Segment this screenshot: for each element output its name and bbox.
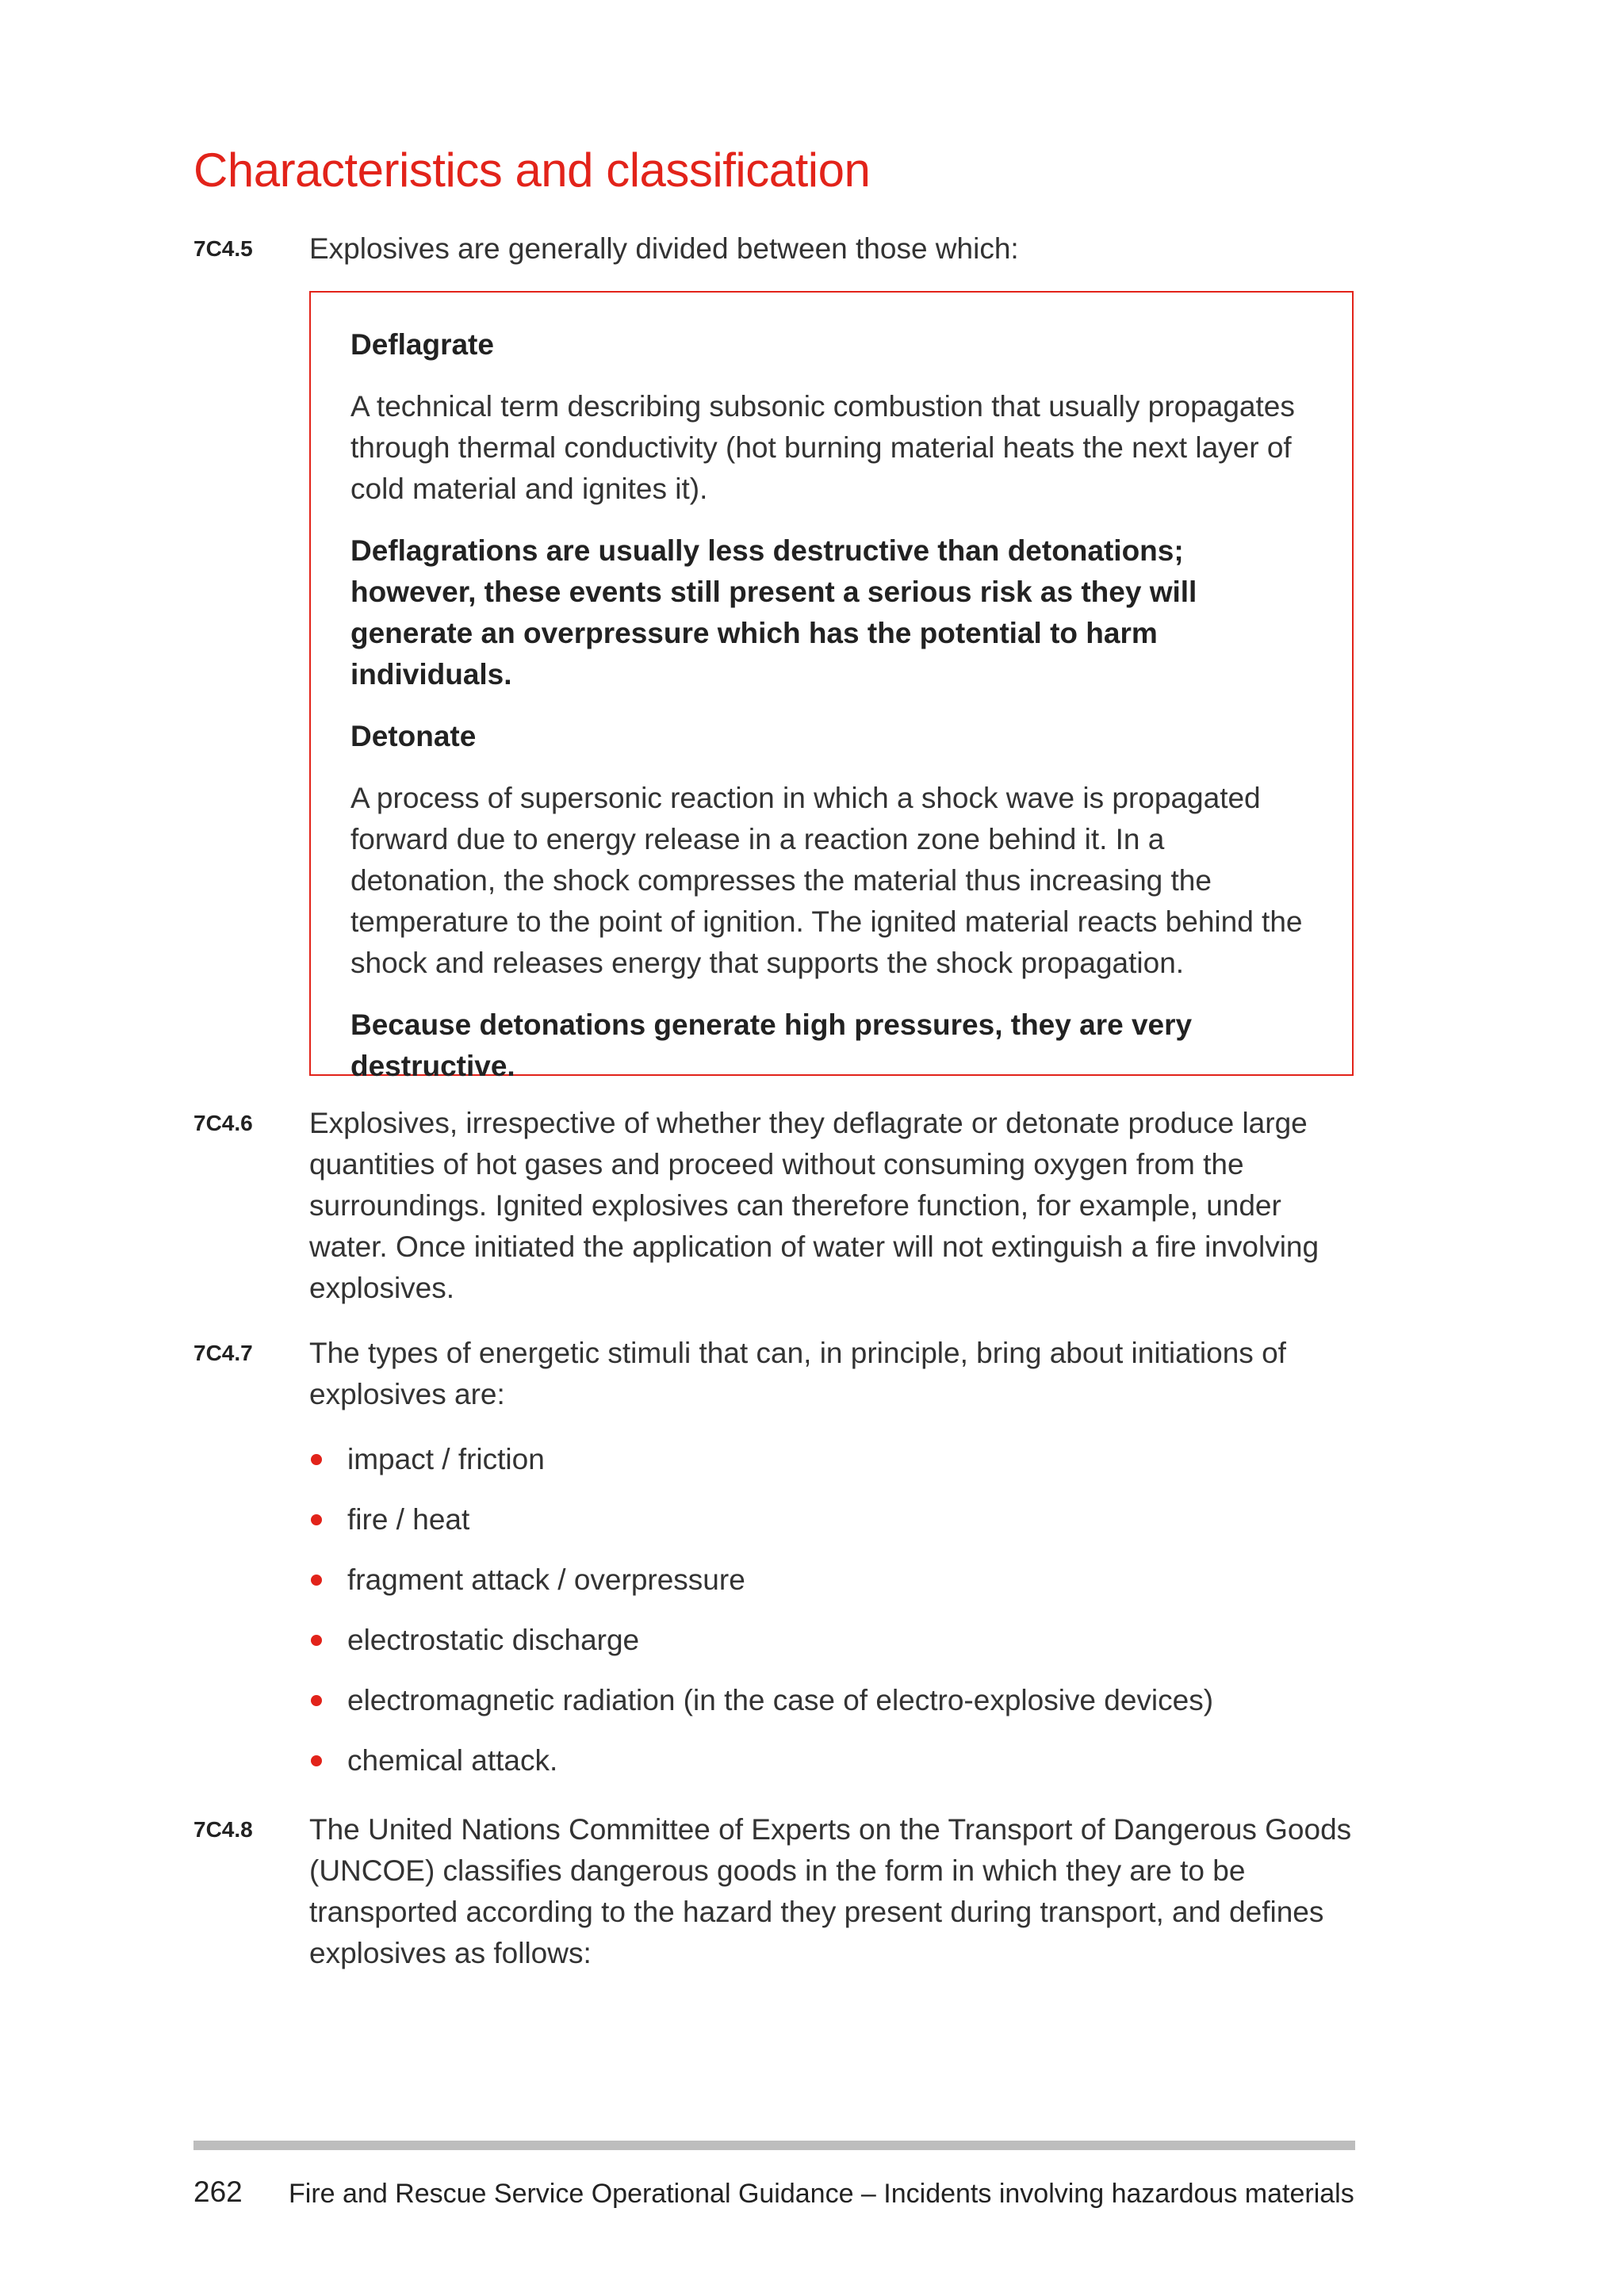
deflagrate-definition: A technical term describing subsonic combustion that usually propagates through thermal conductivity (hot burning material heats the next layer of cold material and ignites it). (350, 390, 1295, 505)
list-item-text: fire / heat (347, 1503, 470, 1536)
list-item-text: chemical attack. (347, 1744, 558, 1777)
bullet-icon (311, 1575, 322, 1586)
deflagrate-note: Deflagrations are usually less destructive than detonations; however, these events still present a serious risk as they will generate an overpressure which has the potential to harm individuals. (350, 534, 1197, 691)
list-item (309, 1499, 1213, 1559)
paragraph-7c4-6 (193, 1103, 1355, 1309)
bullet-icon (311, 1635, 322, 1646)
list-item (309, 1620, 1213, 1680)
page-number: 262 (193, 2175, 243, 2208)
paragraph-7c4-5 (193, 228, 1355, 270)
list-item-text: electrostatic discharge (347, 1624, 640, 1656)
paragraph-text: Explosives are generally divided between those which: (309, 232, 1019, 265)
paragraph-text: Explosives, irrespective of whether they deflagrate or detonate produce large quantities of hot gases and proceed without consuming oxygen from the surroundings. Ignited explosives can therefore function, for example, under water. Once initiated the application of water will not extinguish a fire involving explosives. (309, 1107, 1320, 1304)
footer-title: Fire and Rescue Service Operational Guidance – Incidents involving hazardous materials (289, 2179, 1354, 2209)
paragraph-text: The United Nations Committee of Experts on the Transport of Dangerous Goods (UNCOE) classifies dangerous goods in the form in which they are to be transported according to the hazard they present during transport, and defines explosives as follows: (309, 1813, 1352, 1969)
list-item-text: impact / friction (347, 1443, 545, 1475)
bullet-icon (311, 1695, 322, 1706)
bullet-icon (311, 1454, 322, 1465)
paragraph-number: 7C4.8 (193, 1817, 253, 1842)
stimuli-list (309, 1439, 1213, 1800)
bullet-icon (311, 1755, 322, 1766)
paragraph-7c4-7 (193, 1333, 1355, 1415)
section-heading: Characteristics and classification (193, 144, 871, 197)
list-item (309, 1740, 1213, 1800)
definitions-box (309, 291, 1354, 1082)
detonate-definition: A process of supersonic reaction in which a shock wave is propagated forward due to energy release in a reaction zone behind it. In a detonation, the shock compresses the material thus increasing the temperature to the point of ignition. The ignited material reacts behind the shock and releases energy that supports the shock propagation. (350, 782, 1303, 979)
list-item (309, 1439, 1213, 1499)
detonate-note: Because detonations generate high pressures, they are very destructive. (350, 1008, 1193, 1082)
list-item-text: electromagnetic radiation (in the case of electro-explosive devices) (347, 1684, 1214, 1716)
paragraph-text: The types of energetic stimuli that can, in principle, bring about initiations of explosives are: (309, 1337, 1286, 1410)
list-item-text: fragment attack / overpressure (347, 1563, 745, 1596)
paragraph-number: 7C4.7 (193, 1341, 253, 1365)
list-item (309, 1680, 1213, 1740)
deflagrate-term: Deflagrate (350, 328, 494, 361)
footer-divider (193, 2141, 1355, 2150)
paragraph-7c4-8 (193, 1809, 1355, 1974)
paragraph-number: 7C4.5 (193, 236, 253, 261)
bullet-icon (311, 1514, 322, 1525)
paragraph-number: 7C4.6 (193, 1111, 253, 1135)
list-item (309, 1559, 1213, 1620)
detonate-term: Detonate (350, 720, 477, 752)
